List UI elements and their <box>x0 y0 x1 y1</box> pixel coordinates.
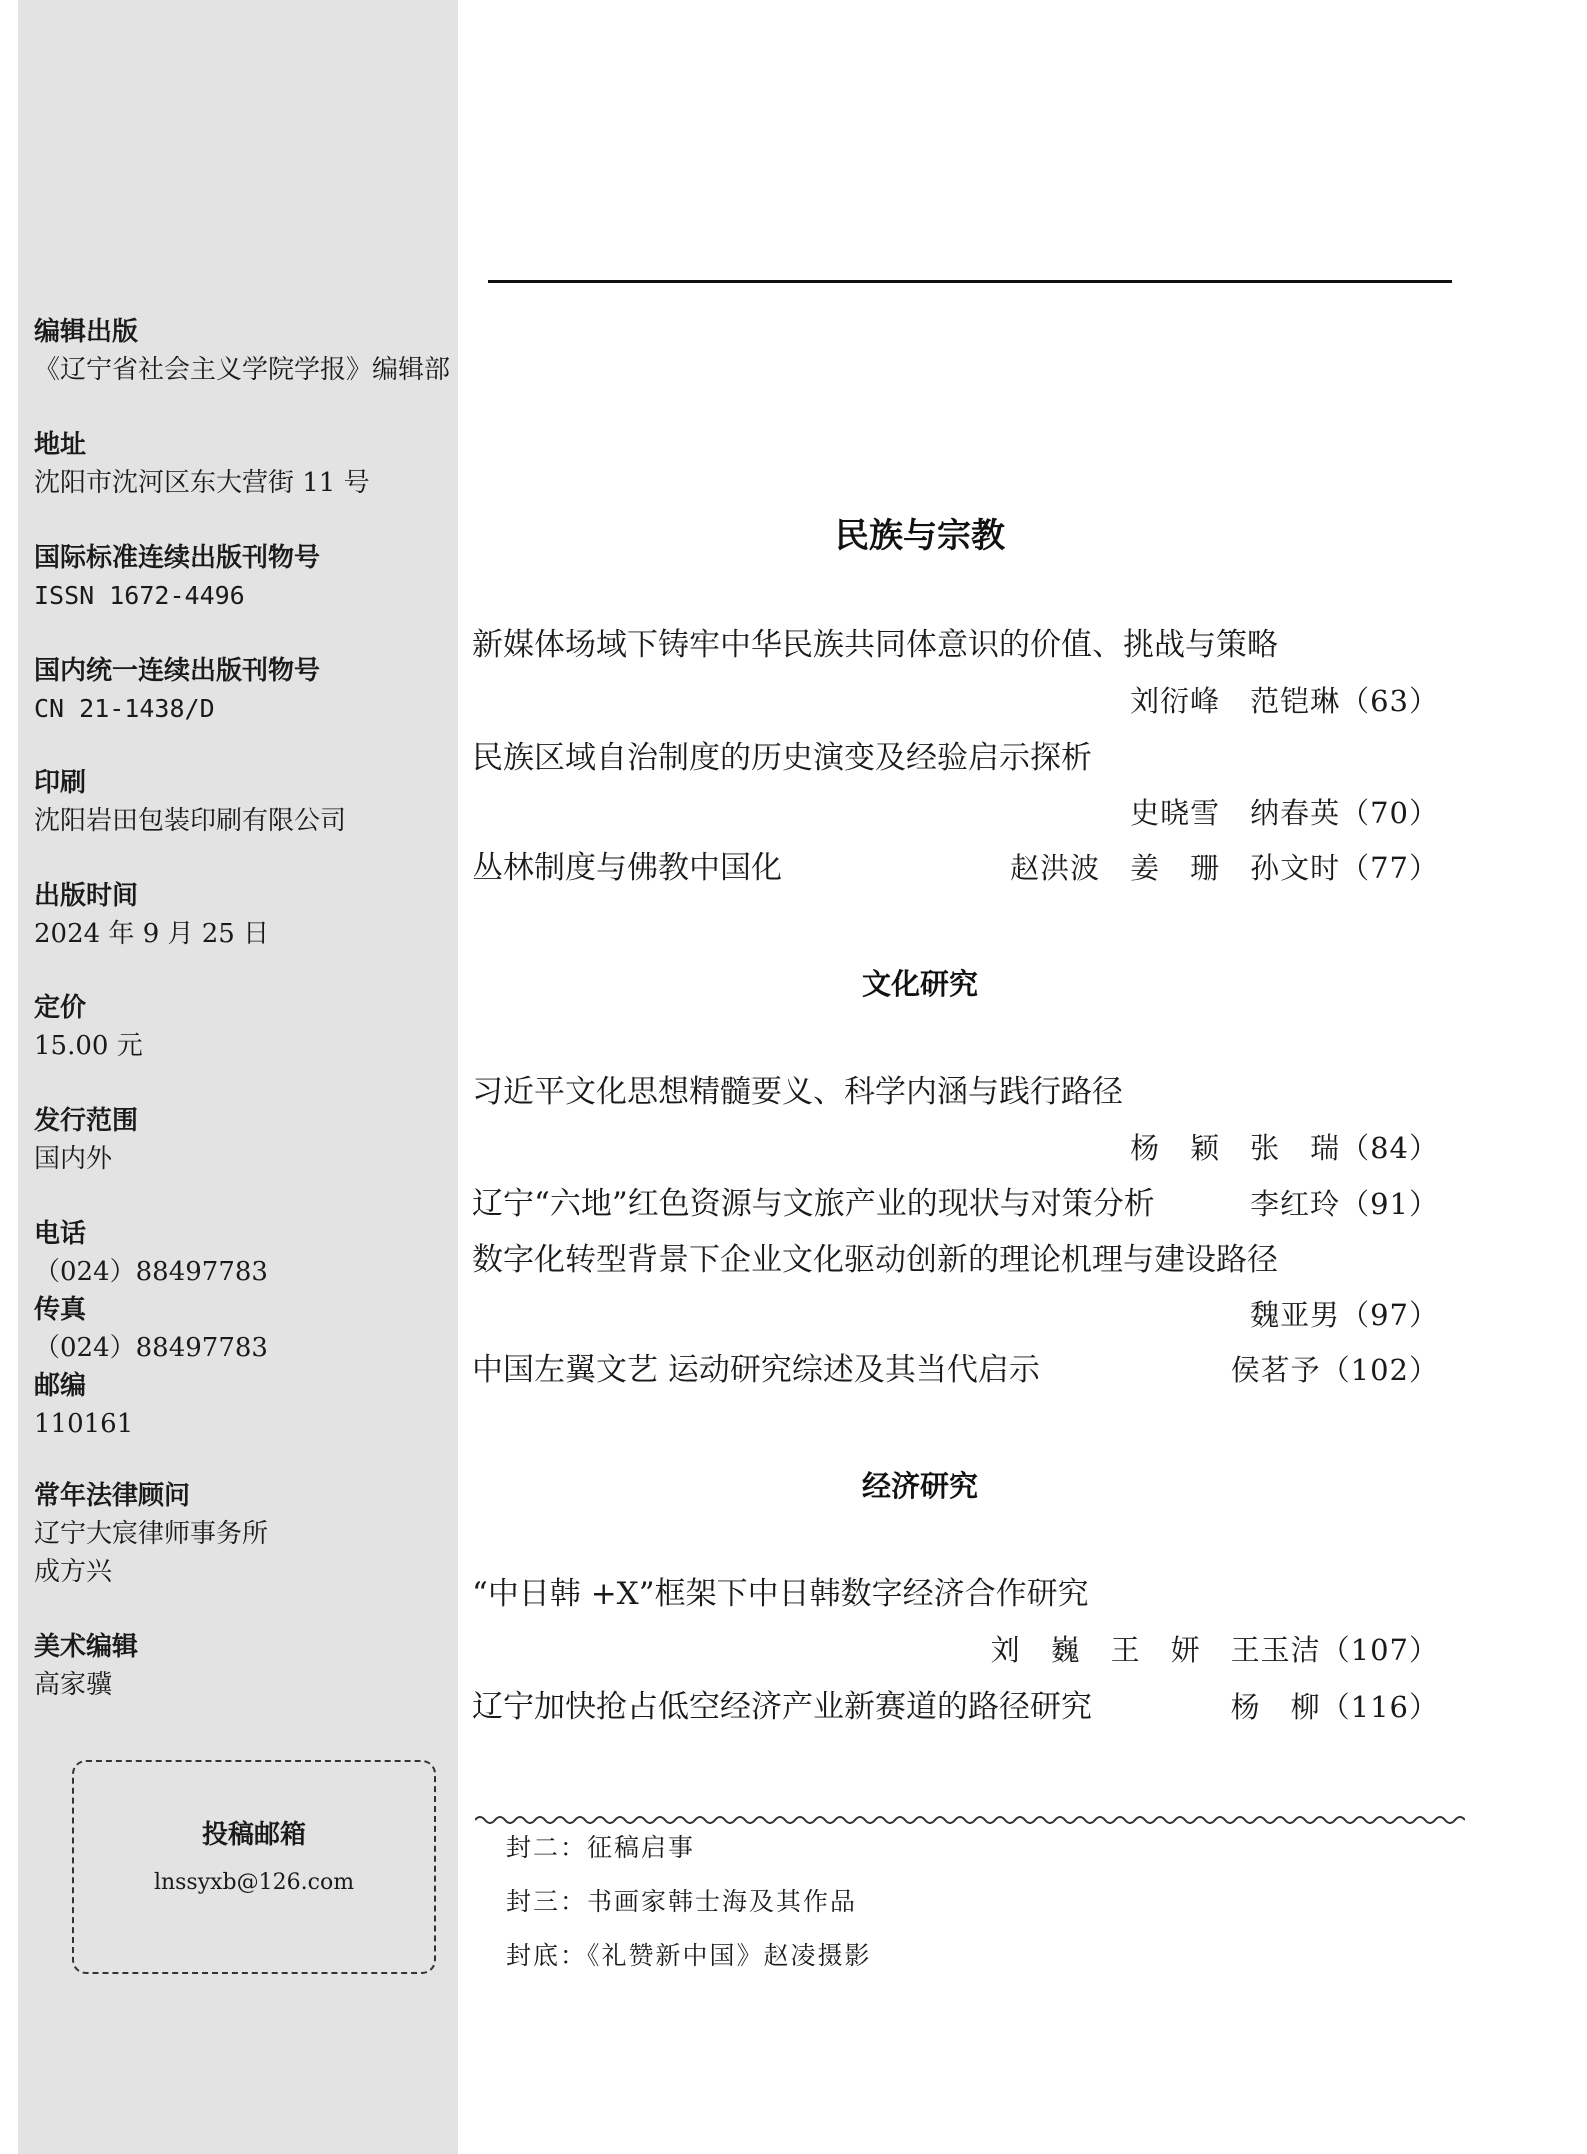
info-label: 编辑出版 <box>34 317 139 347</box>
info-block-pubdate <box>34 877 454 953</box>
article-authors: 史晓雪 纳春英（70） <box>1130 796 1439 830</box>
article-title[interactable]: 中国左翼文艺 运动研究综述及其当代启示 <box>472 1352 1040 1388</box>
info-label: 地址 <box>34 430 87 460</box>
article-title[interactable]: 辽宁“六地”红色资源与文旅产业的现状与对策分析 <box>472 1186 1155 1222</box>
info-label: 国际标准连续出版刊物号 <box>34 543 321 573</box>
info-block-distribution <box>34 1102 454 1178</box>
info-value: 2024 年 9 月 25 日 <box>34 919 270 949</box>
info-value: 110161 <box>34 1409 134 1439</box>
cover-note: 封底：《礼赞新中国》赵凌摄影 <box>506 1941 872 1970</box>
info-value: 国内外 <box>34 1144 113 1174</box>
info-block-contact <box>34 1215 454 1443</box>
info-block-address <box>34 426 454 502</box>
info-value: （024）88497783 <box>34 1257 268 1287</box>
cover-note: 封三：书画家韩士海及其作品 <box>506 1887 858 1916</box>
article-title[interactable]: 习近平文化思想精髓要义、科学内涵与践行路径 <box>472 1074 1123 1110</box>
info-label: 国内统一连续出版刊物号 <box>34 656 321 686</box>
info-label: 电话 <box>34 1219 87 1249</box>
info-label: 发行范围 <box>34 1106 139 1136</box>
article-authors: 杨 颖 张 瑞（84） <box>1130 1131 1439 1165</box>
info-label: 印刷 <box>34 768 87 798</box>
info-value: 15.00 元 <box>34 1031 143 1061</box>
info-block-printer <box>34 764 454 840</box>
info-block-legal <box>34 1477 454 1591</box>
info-value: CN 21-1438/D <box>34 694 215 723</box>
info-block-issn <box>34 539 454 615</box>
article-title[interactable]: 丛林制度与佛教中国化 <box>472 850 782 886</box>
section-title-ethnicity-religion: 民族与宗教 <box>835 516 1005 556</box>
article-authors: 李红玲（91） <box>1250 1187 1439 1221</box>
mailbox-title: 投稿邮箱 <box>201 1820 306 1850</box>
article-authors: 魏亚男（97） <box>1250 1298 1439 1332</box>
info-label: 常年法律顾问 <box>34 1481 191 1511</box>
article-title[interactable]: 新媒体场域下铸牢中华民族共同体意识的价值、挑战与策略 <box>472 627 1278 663</box>
info-label: 传真 <box>34 1295 87 1325</box>
info-label: 定价 <box>34 993 87 1023</box>
info-value: 辽宁大宸律师事务所 <box>34 1519 269 1549</box>
info-value: 沈阳市沈河区东大营街 11 号 <box>34 468 370 498</box>
article-title[interactable]: 民族区域自治制度的历史演变及经验启示探析 <box>472 740 1092 776</box>
info-block-cn <box>34 652 454 728</box>
info-value: （024）88497783 <box>34 1333 268 1363</box>
info-value: ISSN 1672-4496 <box>34 581 245 610</box>
article-authors: 杨 柳（116） <box>1230 1690 1439 1724</box>
section-title-economy: 经济研究 <box>861 1469 978 1503</box>
info-label: 邮编 <box>34 1371 87 1401</box>
submission-mailbox <box>72 1760 436 1974</box>
wavy-divider <box>475 1812 1465 1828</box>
info-value: 沈阳岩田包装印刷有限公司 <box>34 806 347 836</box>
info-value: 高家骥 <box>34 1670 113 1700</box>
mailbox-email[interactable]: lnssyxb@126.com <box>153 1870 355 1895</box>
info-block-art-editor <box>34 1628 454 1704</box>
article-authors: 侯茗予（102） <box>1230 1353 1439 1387</box>
info-label: 美术编辑 <box>34 1632 139 1662</box>
info-block-price <box>34 989 454 1065</box>
info-label: 出版时间 <box>34 881 139 911</box>
article-title[interactable]: “中日韩 +X”框架下中日韩数字经济合作研究 <box>472 1576 1089 1612</box>
info-value: 《辽宁省社会主义学院学报》编辑部 <box>34 355 451 385</box>
article-authors: 赵洪波 姜 珊 孙文时（77） <box>1010 851 1439 885</box>
top-rule <box>488 280 1452 283</box>
info-block-editor <box>34 313 454 389</box>
article-authors: 刘 巍 王 妍 王玉洁（107） <box>990 1633 1439 1667</box>
article-title[interactable]: 辽宁加快抢占低空经济产业新赛道的路径研究 <box>472 1689 1092 1725</box>
article-authors: 刘衍峰 范铠琳（63） <box>1130 684 1439 718</box>
info-value: 成方兴 <box>34 1557 113 1587</box>
cover-note: 封二：征稿启事 <box>506 1833 696 1862</box>
article-title[interactable]: 数字化转型背景下企业文化驱动创新的理论机理与建设路径 <box>472 1242 1278 1278</box>
section-title-culture: 文化研究 <box>861 967 978 1001</box>
